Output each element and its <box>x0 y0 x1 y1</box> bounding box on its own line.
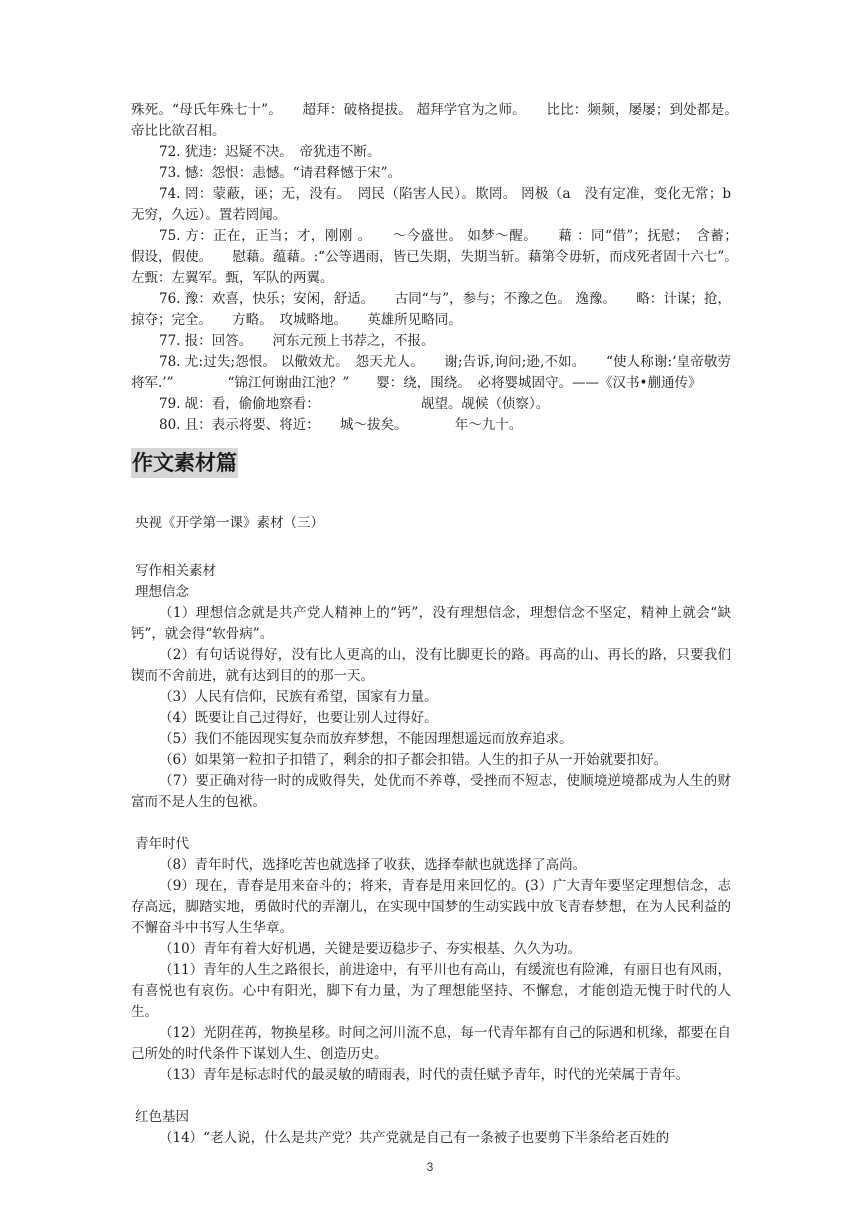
glossary-entry-75: 75. 方：正在，正当；才，刚刚 。 ～今盛世。 如梦～醒。 藉 ：同“借”；抚慰； 含蓄； 假设，假使。 慰藉。蕴藉。:“公等遇雨，皆已失期，失期当斩。藉第令毋斩，而戍死者固十六七”。 左甄：左翼军。甄，军队的两翼。 <box>131 228 758 286</box>
ideal-item: （4）既要让自己过得好，也要让别人过得好。 <box>159 710 438 726</box>
red-item: （14）“老人说，什么是共产党？共产党就是自己有一条被子也要剪下半条给老百姓的 <box>159 1130 670 1146</box>
ideal-item: （3）人民有信仰，民族有希望，国家有力量。 <box>159 689 438 705</box>
section-heading-wrapper <box>131 436 731 492</box>
spacer <box>131 813 731 834</box>
glossary-entry-73: 73. 憾：怨恨：恚憾。“请君释憾于宋”。 <box>159 165 402 181</box>
glossary-entry-72: 72. 犹违：迟疑不决。 帝犹违不断。 <box>159 144 381 160</box>
spacer <box>131 1086 731 1107</box>
writing-materials-label: 写作相关素材 <box>135 563 216 579</box>
glossary-entry-continuation: 殊死。“母氏年殊七十”。 超拜：破格提拔。 超拜学官为之师。 比比：频频，屡屡；到处都是。 帝比比欲召相。 <box>131 102 758 139</box>
ideal-item: （1）理想信念就是共产党人精神上的“钙”，没有理想信念，理想信念不坚定，精神上就会“缺钙”，就会得“软骨病”。 <box>131 605 731 642</box>
glossary-entry-79: 79. 觇：看，偷偷地察看： 觇望。觇候（侦察）。 <box>159 396 550 412</box>
glossary-entry-77: 77. 报：回答。 河东元预上书荐之，不报。 <box>159 333 435 349</box>
spacer <box>131 492 731 513</box>
youth-item: （12）光阴荏苒，物换星移。时间之河川流不息，每一代青年都有自己的际遇和机缘，都要在自己所处的时代条件下谋划人生、创造历史。 <box>131 1025 731 1062</box>
glossary-entry-80: 80. 且：表示将要、将近： 城～拔矣。 年～九十。 <box>159 417 523 433</box>
section-heading: 作文素材篇 <box>131 448 238 478</box>
ideal-item: （6）如果第一粒扣子扣错了，剩余的扣子都会扣错。人生的扣子从一开始就要扣好。 <box>159 752 668 768</box>
glossary-entry-74: 74. 罔：蒙蔽，诬；无，没有。 罔民（陷害人民）。欺罔。 罔极（a 没有定准，变化无常；b 无穷，久远）。置若罔闻。 <box>131 186 745 223</box>
glossary-entry-78: 78. 尤:过失;怨恨。 以儆效尤。 怨天尤人。 谢;告诉,询问;逊,不如。 “使人称谢:‘皇帝敬劳将军.’” “锦江何谢曲江池？” 婴：绕，围绕。 必将婴城固守。——《汉书•蒯通传》 <box>131 354 731 391</box>
group-title-ideal: 理想信念 <box>135 584 189 600</box>
ideal-item: （2）有句话说得好，没有比人更高的山，没有比脚更长的路。再高的山、再长的路，只要我们锲而不舍前进，就有达到目的的那一天。 <box>131 647 731 684</box>
youth-item: （11）青年的人生之路很长，前进途中，有平川也有高山，有缓流也有险滩，有丽日也有风雨，有喜悦也有哀伤。心中有阳光，脚下有力量，为了理想能坚持、不懈怠，才能创造无愧于时代的人生。 <box>131 962 731 1020</box>
youth-item: （13）青年是标志时代的最灵敏的晴雨表，时代的责任赋予青年，时代的光荣属于青年。 <box>159 1067 690 1083</box>
page-content <box>131 100 758 1149</box>
document-subtitle: 央视《开学第一课》素材（三） <box>135 515 324 531</box>
glossary-entry-76: 76. 豫：欢喜，快乐；安闲，舒适。 古同“与”，参与；不豫之色。 逸豫。 略：计谋；抢，掠夺；完全。 方略。 攻城略地。 英雄所见略同。 <box>131 291 731 328</box>
page-number: 3 <box>426 1160 434 1174</box>
group-title-red: 红色基因 <box>135 1109 189 1125</box>
youth-item: （9）现在，青春是用来奋斗的；将来，青春是用来回忆的。(3）广大青年要坚定理想信念，志存高远，脚踏实地，勇做时代的弄潮儿，在实现中国梦的生动实践中放飞青春梦想，在为人民利益的不懈奋斗中书写人生华章。 <box>131 878 731 936</box>
spacer <box>131 534 731 561</box>
youth-item: （10）青年有着大好机遇，关键是要迈稳步子、夯实根基、久久为功。 <box>159 941 582 957</box>
group-title-youth: 青年时代 <box>135 836 189 852</box>
ideal-item: （5）我们不能因现实复杂而放弃梦想，不能因理想遥远而放弃追求。 <box>159 731 573 747</box>
youth-item: （8）青年时代，选择吃苦也就选择了收获，选择奉献也就选择了高尚。 <box>159 857 587 873</box>
ideal-item: （7）要正确对待一时的成败得失，处优而不养尊，受挫而不短志，使顺境逆境都成为人生的财富而不是人生的包袱。 <box>131 773 731 810</box>
